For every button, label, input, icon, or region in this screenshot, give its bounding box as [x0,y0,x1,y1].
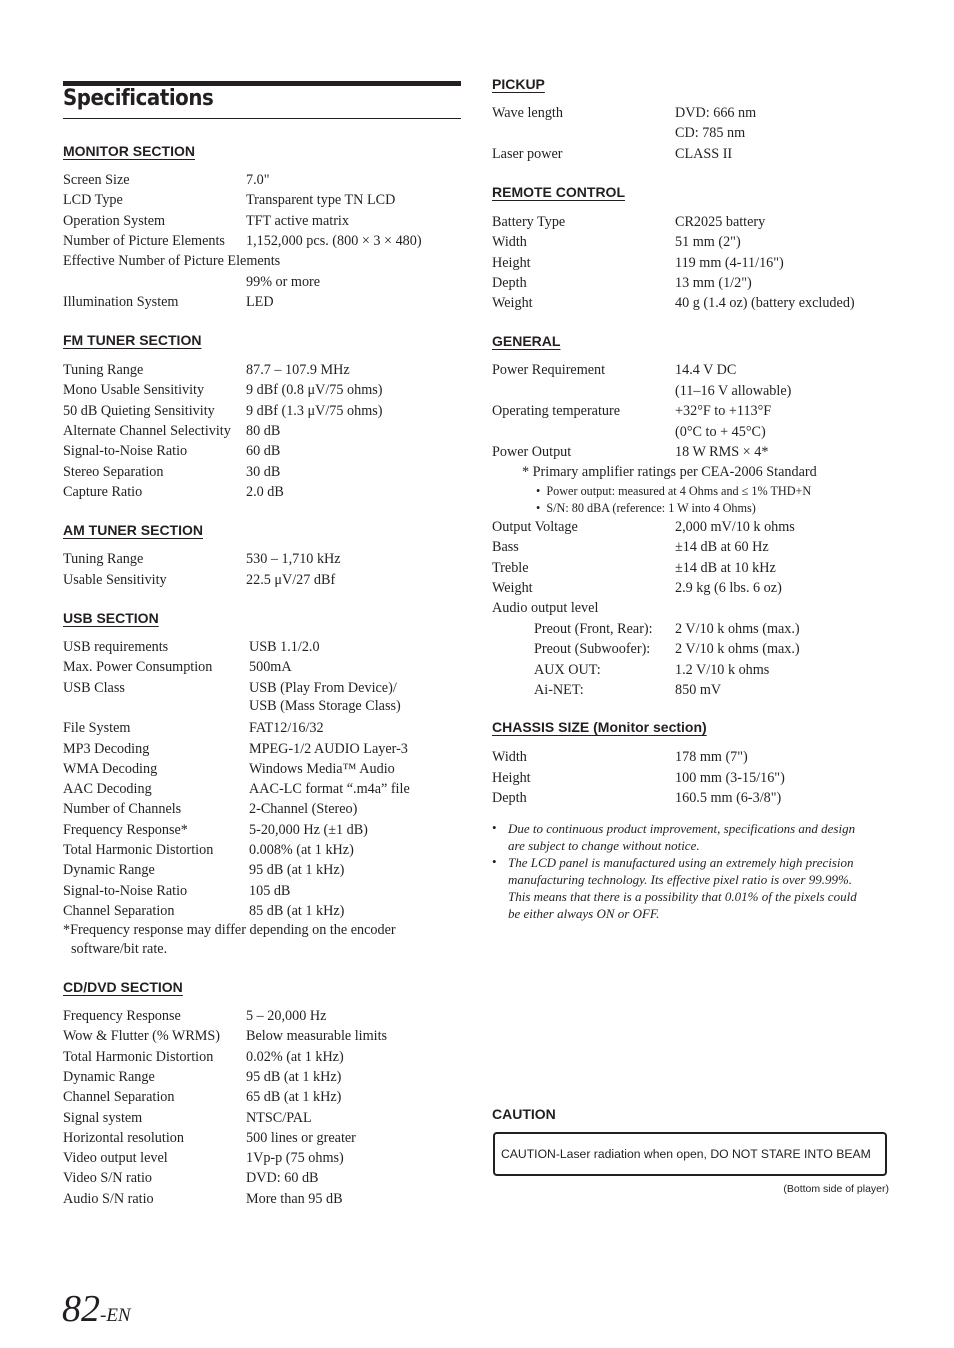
spec-value: 5 – 20,000 Hz [246,1008,327,1024]
spec-label: Width [492,234,527,251]
spec-value: 160.5 mm (6-3/8") [675,790,782,806]
spec-label: Dynamic Range [63,862,155,879]
spec-label: Alternate Channel Selectivity [63,422,231,439]
spec-value: 7.0" [246,172,270,188]
spec-label: Weight [492,295,533,312]
page-number [62,1287,131,1331]
sn-subnote-text: S/N: 80 dBA (reference: 1 W into 4 Ohms) [546,501,756,515]
usb-footnote-line2: software/bit rate. [71,941,168,957]
note-line: Due to continuous product improvement, specifications and design [508,821,856,836]
spec-value: 2,000 mV/10 k ohms [675,519,795,535]
spec-value: 2 V/10 k ohms (max.) [675,641,800,658]
am-tuner-section-heading: AM TUNER SECTION [63,522,203,538]
spec-value: 1.2 V/10 k ohms [675,661,770,678]
spec-label: Signal-to-Noise Ratio [63,443,188,460]
spec-label: Height [492,769,531,786]
spec-value: 85 dB (at 1 kHz) [249,902,345,919]
spec-value: 1,152,000 pcs. (800 × 3 × 480) [246,232,422,249]
spec-value: 22.5 μV/27 dBf [246,571,336,588]
spec-value: 99% or more [246,273,321,290]
spec-value: 178 mm (7") [675,749,748,765]
spec-label: MP3 Decoding [63,740,150,757]
note-bullet: • [492,854,497,869]
spec-label: Depth [492,790,527,806]
spec-value: DVD: 60 dB [246,1170,319,1187]
primary-amp-note: * Primary amplifier ratings per CEA-2006 Standard [522,464,817,480]
spec-value: 850 mV [675,681,722,698]
pickup-section-heading: PICKUP [492,76,545,92]
spec-value: MPEG-1/2 AUDIO Layer-3 [249,740,408,757]
spec-label: USB requirements [63,639,169,655]
spec-value: 100 mm (3-15/16") [675,769,785,786]
spec-value: DVD: 666 nm [675,105,757,121]
spec-value: 2 V/10 k ohms (max.) [675,621,800,637]
spec-label: Dynamic Range [63,1068,155,1085]
note-line: This means that there is a possibility that 0.01% of the pixels could [508,889,857,904]
spec-value: 9 dBf (0.8 μV/75 ohms) [246,382,383,399]
spec-label: 50 dB Quieting Sensitivity [63,402,215,419]
note-line: are subject to change without notice. [508,838,700,853]
spec-label: Total Harmonic Distortion [63,1048,214,1065]
spec-label: Height [492,254,531,271]
spec-value: 2-Channel (Stereo) [249,801,358,818]
spec-label: Video S/N ratio [63,1170,152,1187]
chassis-section-heading: CHASSIS SIZE (Monitor section) [492,719,707,735]
spec-value: 500mA [249,659,292,676]
spec-label: AAC Decoding [63,781,152,798]
cddvd-section-heading: CD/DVD SECTION [63,979,183,995]
spec-label: Frequency Response [63,1008,181,1024]
spec-label: File System [63,720,131,737]
spec-value: 95 dB (at 1 kHz) [249,862,345,879]
spec-value: USB (Mass Storage Class) [249,697,401,714]
usb-section-heading: USB SECTION [63,610,159,626]
spec-label: Stereo Separation [63,463,164,480]
spec-value: 30 dB [246,463,281,480]
spec-label: Output Voltage [492,519,578,535]
spec-value: FAT12/16/32 [249,720,324,737]
spec-label: Ai-NET: [534,681,584,698]
spec-label: Operation System [63,212,166,229]
fm-tuner-section-heading: FM TUNER SECTION [63,332,202,348]
spec-value: Windows Media™ Audio [249,760,395,777]
caution-label-text: CAUTION-Laser radiation when open, DO NOT STARE INTO BEAM [501,1147,871,1161]
spec-label: Screen Size [63,172,130,188]
spec-value: (11–16 V allowable) [675,382,792,399]
spec-label: Horizontal resolution [63,1129,184,1146]
spec-value: USB (Play From Device)/ [249,679,397,696]
spec-label: Number of Picture Elements [63,232,225,249]
spec-label: Mono Usable Sensitivity [63,382,205,399]
spec-value: 1Vp-p (75 ohms) [246,1150,344,1167]
spec-label: Bass [492,539,519,556]
spec-label: Wave length [492,105,563,121]
spec-value: 0.02% (at 1 kHz) [246,1048,344,1065]
product-improvement-note [508,820,888,854]
note-bullet: • [492,820,497,835]
spec-value: 2.9 kg (6 lbs. 6 oz) [675,579,782,596]
spec-value: 80 dB [246,422,281,439]
remote-section-heading: REMOTE CONTROL [492,184,625,200]
note-line: manufacturing technology. Its effective pixel ratio is over 99.99%. [508,872,853,887]
spec-value: 0.008% (at 1 kHz) [249,842,354,858]
spec-value: More than 95 dB [246,1190,343,1207]
spec-label: Effective Number of Picture Elements [63,253,281,270]
spec-value: 2.0 dB [246,483,284,500]
spec-label: Frequency Response* [63,821,188,838]
spec-label: Power Output [492,444,572,460]
spec-value: 5-20,000 Hz (±1 dB) [249,821,368,838]
title-bottom-rule [63,118,461,119]
page-title: Specifications [63,86,214,111]
spec-value: USB 1.1/2.0 [249,639,320,655]
spec-label: WMA Decoding [63,760,158,777]
spec-value: 51 mm (2") [675,234,741,251]
caution-label-box [493,1132,887,1176]
spec-label: Number of Channels [63,801,182,818]
spec-label: Tuning Range [63,362,144,378]
spec-value: 105 dB [249,882,291,899]
spec-label: Illumination System [63,293,179,310]
page-number-value: 82 [62,1288,100,1330]
spec-label: Channel Separation [63,902,175,919]
power-output-subnote-text: Power output: measured at 4 Ohms and ≤ 1% THD+N [546,484,812,498]
spec-label: Usable Sensitivity [63,571,167,588]
spec-label: Channel Separation [63,1089,175,1106]
spec-label: Capture Ratio [63,483,143,500]
lcd-pixel-note [508,854,888,922]
spec-value: ±14 dB at 60 Hz [675,539,769,556]
spec-label: Signal system [63,1109,143,1126]
spec-label: Audio output level [492,600,599,617]
spec-label: Audio S/N ratio [63,1190,154,1207]
spec-value: Below measurable limits [246,1028,388,1045]
spec-value: CR2025 battery [675,214,766,230]
note-line: The LCD panel is manufactured using an extremely high precision [508,855,854,870]
spec-value: 14.4 V DC [675,362,737,378]
spec-label: Tuning Range [63,551,144,567]
spec-value: CD: 785 nm [675,125,746,142]
note-line: be either always ON or OFF. [508,906,660,921]
spec-label: Max. Power Consumption [63,659,213,676]
spec-label: Preout (Front, Rear): [534,621,653,637]
spec-value: 60 dB [246,443,281,460]
spec-label: Power Requirement [492,362,606,378]
spec-value: Transparent type TN LCD [246,192,396,209]
caution-location-note: (Bottom side of player) [783,1183,889,1195]
spec-label: Treble [492,559,529,576]
spec-label: USB Class [63,679,125,696]
power-output-subnote [536,482,811,500]
bullet: • [536,484,541,498]
general-section-heading: GENERAL [492,333,561,349]
spec-label: Depth [492,274,527,291]
spec-value: 119 mm (4-11/16") [675,254,784,271]
spec-value: 95 dB (at 1 kHz) [246,1068,342,1085]
spec-value: 65 dB (at 1 kHz) [246,1089,342,1106]
sn-subnote [536,499,756,517]
spec-label: Preout (Subwoofer): [534,641,651,658]
spec-label: Battery Type [492,214,566,230]
spec-value: +32°F to +113°F [675,403,772,419]
usb-footnote-line1: *Frequency response may differ depending on the encoder [63,922,396,938]
spec-label: Weight [492,579,533,596]
spec-label: Signal-to-Noise Ratio [63,882,188,899]
spec-value: 530 – 1,710 kHz [246,551,341,567]
spec-label: AUX OUT: [534,661,601,678]
page-number-suffix: -EN [100,1305,131,1326]
spec-label: Video output level [63,1150,168,1167]
spec-value: 40 g (1.4 oz) (battery excluded) [675,295,855,312]
spec-label: Laser power [492,145,563,162]
spec-label: LCD Type [63,192,123,209]
spec-label: Total Harmonic Distortion [63,842,214,858]
spec-value: TFT active matrix [246,212,349,229]
monitor-section-heading: MONITOR SECTION [63,143,195,159]
spec-label: Wow & Flutter (% WRMS) [63,1028,221,1045]
spec-value: 9 dBf (1.3 μV/75 ohms) [246,402,383,419]
caution-heading: CAUTION [492,1106,556,1122]
spec-value: (0°C to + 45°C) [675,423,766,440]
spec-value: CLASS II [675,145,733,162]
spec-value: 18 W RMS × 4* [675,444,769,460]
spec-value: 13 mm (1/2") [675,274,752,291]
spec-value: AAC-LC format “.m4a” file [249,781,410,798]
spec-label: Width [492,749,527,765]
spec-value: 500 lines or greater [246,1129,356,1146]
bullet: • [536,501,541,515]
spec-label: Operating temperature [492,403,621,419]
spec-value: LED [246,293,274,310]
spec-value: NTSC/PAL [246,1109,312,1126]
spec-value: 87.7 – 107.9 MHz [246,362,350,378]
spec-value: ±14 dB at 10 kHz [675,559,776,576]
